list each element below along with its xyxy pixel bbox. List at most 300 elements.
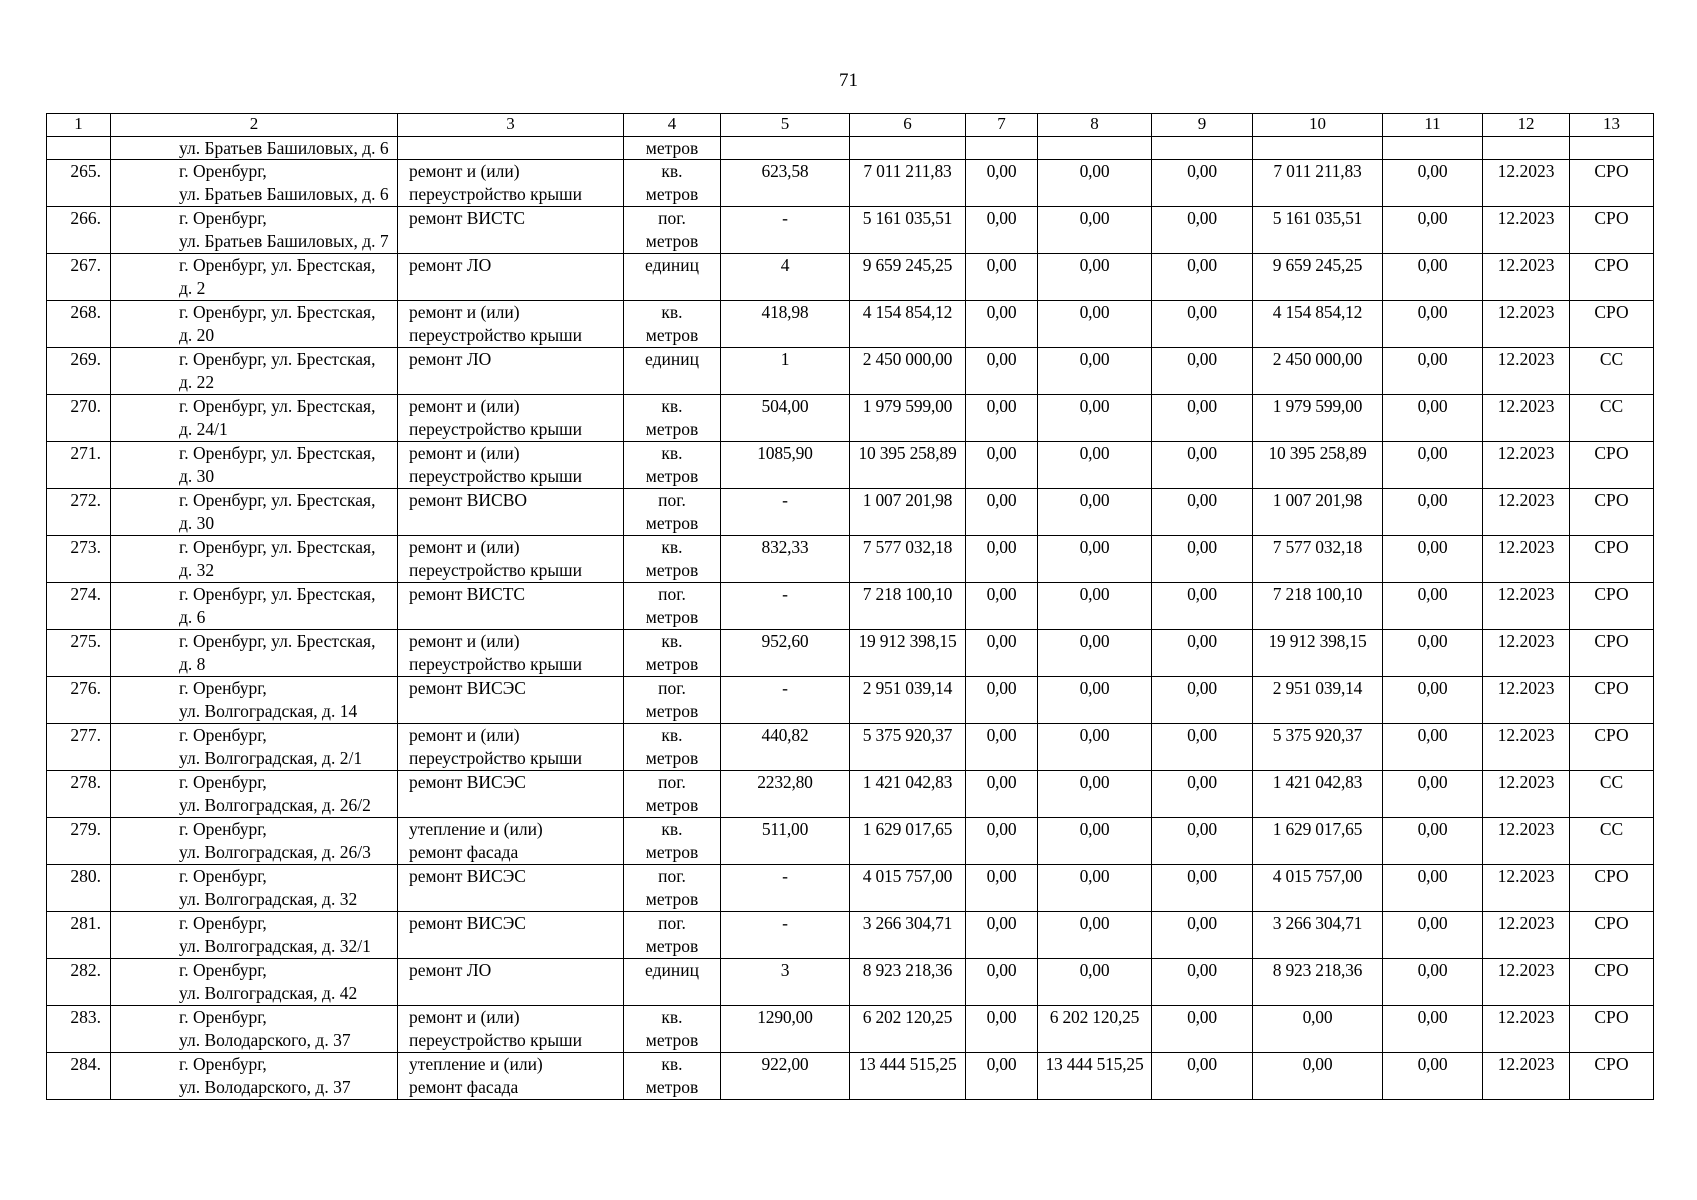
address-cell: г. Оренбург, ул. Брестская, д. 30 [111,489,398,536]
column-header-9: 9 [1152,114,1253,137]
regional-cost-cell: 0,00 [1152,583,1253,630]
quantity-cell: 922,00 [721,1053,850,1100]
owners-cost-cell: 2 951 039,14 [1253,677,1383,724]
method-cell: СРО [1570,301,1654,348]
table-row [47,160,1654,207]
completion-date-cell: 12.2023 [1483,489,1570,536]
quantity-cell: 1085,90 [721,442,850,489]
other-cost-cell: 0,00 [1383,724,1483,771]
regional-cost-cell: 0,00 [1152,348,1253,395]
row-number-cell: 274. [47,583,111,630]
owners-cost-cell: 2 450 000,00 [1253,348,1383,395]
owners-cost-cell: 5 375 920,37 [1253,724,1383,771]
total-cost-cell: 3 266 304,71 [850,912,966,959]
other-cost-cell: 0,00 [1383,818,1483,865]
quantity-cell: - [721,207,850,254]
completion-date-cell: 12.2023 [1483,395,1570,442]
quantity-cell: 3 [721,959,850,1006]
other-cost-cell: 0,00 [1383,489,1483,536]
regional-cost-cell: 0,00 [1152,630,1253,677]
quantity-cell: - [721,865,850,912]
column-header-4: 4 [624,114,721,137]
method-cell: СРО [1570,1053,1654,1100]
address-cell: г. Оренбург, ул. Братьев Башиловых, д. 6 [111,160,398,207]
quantity-cell: 4 [721,254,850,301]
owners-cost-cell: 4 154 854,12 [1253,301,1383,348]
quantity-cell: 952,60 [721,630,850,677]
work-type-cell: ремонт и (или) переустройство крыши [398,395,624,442]
column-header-1: 1 [47,114,111,137]
work-type-cell: ремонт и (или) переустройство крыши [398,160,624,207]
work-type-cell: ремонт и (или) переустройство крыши [398,724,624,771]
total-cost-cell: 9 659 245,25 [850,254,966,301]
budget-cost-cell [1038,137,1152,160]
unit-cell: метров [624,137,721,160]
owners-cost-cell: 3 266 304,71 [1253,912,1383,959]
regional-cost-cell: 0,00 [1152,395,1253,442]
budget-cost-cell: 0,00 [1038,348,1152,395]
registry-table [46,113,1654,1100]
completion-date-cell: 12.2023 [1483,160,1570,207]
budget-cost-cell: 0,00 [1038,724,1152,771]
completion-date-cell: 12.2023 [1483,1006,1570,1053]
address-cell: г. Оренбург, ул. Брестская, д. 32 [111,536,398,583]
table-row [47,818,1654,865]
other-cost-cell: 0,00 [1383,1053,1483,1100]
budget-cost-cell: 13 444 515,25 [1038,1053,1152,1100]
work-type-cell: ремонт и (или) переустройство крыши [398,301,624,348]
completion-date-cell: 12.2023 [1483,630,1570,677]
completion-date-cell: 12.2023 [1483,254,1570,301]
regional-cost-cell: 0,00 [1152,160,1253,207]
budget-cost-cell: 0,00 [1038,301,1152,348]
regional-cost-cell: 0,00 [1152,912,1253,959]
work-type-cell: ремонт ЛО [398,254,624,301]
owners-cost-cell: 4 015 757,00 [1253,865,1383,912]
address-cell: г. Оренбург, ул. Братьев Башиловых, д. 7 [111,207,398,254]
owners-cost-cell: 0,00 [1253,1006,1383,1053]
unit-cell: кв. метров [624,818,721,865]
quantity-cell: 2232,80 [721,771,850,818]
method-cell: СРО [1570,630,1654,677]
total-cost-cell: 7 218 100,10 [850,583,966,630]
other-cost-cell: 0,00 [1383,348,1483,395]
quantity-cell: - [721,677,850,724]
table-row [47,630,1654,677]
method-cell: СРО [1570,1006,1654,1053]
budget-cost-cell: 0,00 [1038,395,1152,442]
completion-date-cell: 12.2023 [1483,771,1570,818]
total-cost-cell: 5 375 920,37 [850,724,966,771]
budget-cost-cell: 0,00 [1038,489,1152,536]
completion-date-cell: 12.2023 [1483,865,1570,912]
row-number-cell: 276. [47,677,111,724]
unit-cell: пог. метров [624,865,721,912]
total-cost-cell: 10 395 258,89 [850,442,966,489]
total-cost-cell: 2 951 039,14 [850,677,966,724]
other-cost-cell [1383,137,1483,160]
row-number-cell: 277. [47,724,111,771]
table-row [47,912,1654,959]
completion-date-cell: 12.2023 [1483,912,1570,959]
budget-cost-cell: 0,00 [1038,818,1152,865]
fund-cost-cell: 0,00 [966,771,1038,818]
regional-cost-cell: 0,00 [1152,724,1253,771]
total-cost-cell: 6 202 120,25 [850,1006,966,1053]
regional-cost-cell: 0,00 [1152,818,1253,865]
row-number-cell: 269. [47,348,111,395]
address-cell: г. Оренбург, ул. Брестская, д. 22 [111,348,398,395]
total-cost-cell: 4 154 854,12 [850,301,966,348]
total-cost-cell: 5 161 035,51 [850,207,966,254]
owners-cost-cell: 5 161 035,51 [1253,207,1383,254]
regional-cost-cell: 0,00 [1152,771,1253,818]
fund-cost-cell: 0,00 [966,160,1038,207]
table-row [47,348,1654,395]
fund-cost-cell: 0,00 [966,912,1038,959]
unit-cell: единиц [624,254,721,301]
completion-date-cell: 12.2023 [1483,583,1570,630]
address-cell: г. Оренбург, ул. Брестская, д. 30 [111,442,398,489]
other-cost-cell: 0,00 [1383,395,1483,442]
completion-date-cell: 12.2023 [1483,959,1570,1006]
row-number-cell: 278. [47,771,111,818]
quantity-cell: - [721,489,850,536]
quantity-cell: 832,33 [721,536,850,583]
unit-cell: кв. метров [624,1006,721,1053]
address-cell: г. Оренбург, ул. Волгоградская, д. 26/3 [111,818,398,865]
address-cell: г. Оренбург, ул. Володарского, д. 37 [111,1053,398,1100]
table-row [47,959,1654,1006]
other-cost-cell: 0,00 [1383,301,1483,348]
method-cell: СРО [1570,254,1654,301]
fund-cost-cell: 0,00 [966,254,1038,301]
fund-cost-cell [966,137,1038,160]
address-cell: г. Оренбург, ул. Волгоградская, д. 32/1 [111,912,398,959]
table-row [47,395,1654,442]
owners-cost-cell: 7 218 100,10 [1253,583,1383,630]
total-cost-cell: 4 015 757,00 [850,865,966,912]
quantity-cell: 1 [721,348,850,395]
work-type-cell: утепление и (или) ремонт фасада [398,1053,624,1100]
total-cost-cell: 7 577 032,18 [850,536,966,583]
other-cost-cell: 0,00 [1383,1006,1483,1053]
method-cell: СРО [1570,442,1654,489]
row-number-cell: 266. [47,207,111,254]
page-number: 71 [839,70,858,91]
work-type-cell: ремонт и (или) переустройство крыши [398,536,624,583]
regional-cost-cell: 0,00 [1152,254,1253,301]
method-cell: СС [1570,395,1654,442]
fund-cost-cell: 0,00 [966,301,1038,348]
fund-cost-cell: 0,00 [966,583,1038,630]
row-number-cell: 275. [47,630,111,677]
address-cell: г. Оренбург, ул. Брестская, д. 24/1 [111,395,398,442]
work-type-cell: ремонт ЛО [398,959,624,1006]
fund-cost-cell: 0,00 [966,442,1038,489]
other-cost-cell: 0,00 [1383,442,1483,489]
unit-cell: пог. метров [624,912,721,959]
regional-cost-cell: 0,00 [1152,959,1253,1006]
unit-cell: кв. метров [624,301,721,348]
unit-cell: кв. метров [624,160,721,207]
table-row [47,677,1654,724]
column-header-10: 10 [1253,114,1383,137]
unit-cell: единиц [624,959,721,1006]
row-number-cell: 270. [47,395,111,442]
other-cost-cell: 0,00 [1383,207,1483,254]
unit-cell: кв. метров [624,536,721,583]
table-header [47,114,1654,137]
budget-cost-cell: 0,00 [1038,160,1152,207]
method-cell: СРО [1570,536,1654,583]
regional-cost-cell: 0,00 [1152,301,1253,348]
address-cell: г. Оренбург, ул. Брестская, д. 20 [111,301,398,348]
budget-cost-cell: 0,00 [1038,207,1152,254]
method-cell: СРО [1570,677,1654,724]
total-cost-cell: 2 450 000,00 [850,348,966,395]
unit-cell: пог. метров [624,771,721,818]
unit-cell: пог. метров [624,489,721,536]
regional-cost-cell: 0,00 [1152,1053,1253,1100]
work-type-cell: ремонт ВИСЭС [398,677,624,724]
work-type-cell: ремонт ВИСЭС [398,865,624,912]
column-header-5: 5 [721,114,850,137]
table-row [47,301,1654,348]
unit-cell: кв. метров [624,1053,721,1100]
column-header-6: 6 [850,114,966,137]
method-cell: СРО [1570,207,1654,254]
owners-cost-cell: 8 923 218,36 [1253,959,1383,1006]
method-cell: СС [1570,771,1654,818]
work-type-cell: ремонт ВИСВО [398,489,624,536]
work-type-cell: ремонт и (или) переустройство крыши [398,1006,624,1053]
method-cell [1570,137,1654,160]
quantity-cell: 440,82 [721,724,850,771]
completion-date-cell: 12.2023 [1483,536,1570,583]
table-row [47,724,1654,771]
owners-cost-cell: 7 011 211,83 [1253,160,1383,207]
table-row [47,207,1654,254]
total-cost-cell: 13 444 515,25 [850,1053,966,1100]
fund-cost-cell: 0,00 [966,536,1038,583]
work-type-cell: ремонт ВИСТС [398,583,624,630]
owners-cost-cell: 1 979 599,00 [1253,395,1383,442]
row-number-cell: 283. [47,1006,111,1053]
column-header-13: 13 [1570,114,1654,137]
regional-cost-cell: 0,00 [1152,677,1253,724]
budget-cost-cell: 0,00 [1038,771,1152,818]
other-cost-cell: 0,00 [1383,254,1483,301]
method-cell: СРО [1570,489,1654,536]
work-type-cell: ремонт ВИСТС [398,207,624,254]
address-cell: г. Оренбург, ул. Волгоградская, д. 32 [111,865,398,912]
regional-cost-cell: 0,00 [1152,865,1253,912]
method-cell: СС [1570,818,1654,865]
budget-cost-cell: 0,00 [1038,442,1152,489]
quantity-cell: 418,98 [721,301,850,348]
budget-cost-cell: 0,00 [1038,912,1152,959]
table-row [47,771,1654,818]
regional-cost-cell [1152,137,1253,160]
other-cost-cell: 0,00 [1383,865,1483,912]
row-number-cell: 267. [47,254,111,301]
completion-date-cell: 12.2023 [1483,677,1570,724]
table-row [47,442,1654,489]
budget-cost-cell: 0,00 [1038,865,1152,912]
column-header-8: 8 [1038,114,1152,137]
other-cost-cell: 0,00 [1383,677,1483,724]
row-number-cell: 284. [47,1053,111,1100]
work-type-cell: ремонт ЛО [398,348,624,395]
total-cost-cell: 8 923 218,36 [850,959,966,1006]
total-cost-cell: 1 979 599,00 [850,395,966,442]
row-number-cell: 272. [47,489,111,536]
unit-cell: пог. метров [624,207,721,254]
method-cell: СРО [1570,583,1654,630]
unit-cell: пог. метров [624,677,721,724]
table-row [47,865,1654,912]
work-type-cell: ремонт ВИСЭС [398,912,624,959]
table-row [47,1006,1654,1053]
row-number-cell: 279. [47,818,111,865]
fund-cost-cell: 0,00 [966,489,1038,536]
other-cost-cell: 0,00 [1383,583,1483,630]
budget-cost-cell: 0,00 [1038,959,1152,1006]
owners-cost-cell: 1 629 017,65 [1253,818,1383,865]
unit-cell: кв. метров [624,395,721,442]
total-cost-cell: 7 011 211,83 [850,160,966,207]
completion-date-cell [1483,137,1570,160]
method-cell: СРО [1570,912,1654,959]
address-cell: г. Оренбург, ул. Володарского, д. 37 [111,1006,398,1053]
table-row [47,536,1654,583]
address-cell: г. Оренбург, ул. Волгоградская, д. 26/2 [111,771,398,818]
other-cost-cell: 0,00 [1383,160,1483,207]
unit-cell: кв. метров [624,442,721,489]
regional-cost-cell: 0,00 [1152,207,1253,254]
method-cell: СС [1570,348,1654,395]
budget-cost-cell: 0,00 [1038,677,1152,724]
address-cell: г. Оренбург, ул. Волгоградская, д. 14 [111,677,398,724]
row-number-cell: 265. [47,160,111,207]
row-number-cell [47,137,111,160]
completion-date-cell: 12.2023 [1483,818,1570,865]
total-cost-cell: 1 629 017,65 [850,818,966,865]
fund-cost-cell: 0,00 [966,395,1038,442]
fund-cost-cell: 0,00 [966,865,1038,912]
fund-cost-cell: 0,00 [966,959,1038,1006]
total-cost-cell: 19 912 398,15 [850,630,966,677]
fund-cost-cell: 0,00 [966,818,1038,865]
completion-date-cell: 12.2023 [1483,1053,1570,1100]
address-cell: г. Оренбург, ул. Брестская, д. 8 [111,630,398,677]
address-cell: г. Оренбург, ул. Брестская, д. 6 [111,583,398,630]
work-type-cell: ремонт и (или) переустройство крыши [398,630,624,677]
owners-cost-cell [1253,137,1383,160]
column-header-12: 12 [1483,114,1570,137]
row-number-cell: 271. [47,442,111,489]
total-cost-cell: 1 007 201,98 [850,489,966,536]
method-cell: СРО [1570,865,1654,912]
budget-cost-cell: 0,00 [1038,536,1152,583]
quantity-cell: 623,58 [721,160,850,207]
unit-cell: кв. метров [624,724,721,771]
completion-date-cell: 12.2023 [1483,724,1570,771]
fund-cost-cell: 0,00 [966,1053,1038,1100]
quantity-cell: 1290,00 [721,1006,850,1053]
column-header-3: 3 [398,114,624,137]
fund-cost-cell: 0,00 [966,724,1038,771]
unit-cell: пог. метров [624,583,721,630]
owners-cost-cell: 10 395 258,89 [1253,442,1383,489]
budget-cost-cell: 6 202 120,25 [1038,1006,1152,1053]
other-cost-cell: 0,00 [1383,959,1483,1006]
owners-cost-cell: 0,00 [1253,1053,1383,1100]
budget-cost-cell: 0,00 [1038,630,1152,677]
owners-cost-cell: 19 912 398,15 [1253,630,1383,677]
owners-cost-cell: 1 421 042,83 [1253,771,1383,818]
completion-date-cell: 12.2023 [1483,348,1570,395]
regional-cost-cell: 0,00 [1152,536,1253,583]
row-number-cell: 273. [47,536,111,583]
total-cost-cell [850,137,966,160]
method-cell: СРО [1570,160,1654,207]
budget-cost-cell: 0,00 [1038,583,1152,630]
method-cell: СРО [1570,724,1654,771]
work-type-cell: ремонт ВИСЭС [398,771,624,818]
address-cell: г. Оренбург, ул. Брестская, д. 2 [111,254,398,301]
work-type-cell [398,137,624,160]
quantity-cell: 504,00 [721,395,850,442]
regional-cost-cell: 0,00 [1152,1006,1253,1053]
total-cost-cell: 1 421 042,83 [850,771,966,818]
table-body [47,137,1654,1100]
regional-cost-cell: 0,00 [1152,489,1253,536]
quantity-cell [721,137,850,160]
table-row [47,254,1654,301]
quantity-cell: 511,00 [721,818,850,865]
row-number-cell: 268. [47,301,111,348]
completion-date-cell: 12.2023 [1483,301,1570,348]
row-number-cell: 281. [47,912,111,959]
fund-cost-cell: 0,00 [966,207,1038,254]
other-cost-cell: 0,00 [1383,630,1483,677]
row-number-cell: 280. [47,865,111,912]
header-row [47,114,1654,137]
column-header-2: 2 [111,114,398,137]
completion-date-cell: 12.2023 [1483,207,1570,254]
budget-cost-cell: 0,00 [1038,254,1152,301]
work-type-cell: утепление и (или) ремонт фасада [398,818,624,865]
owners-cost-cell: 1 007 201,98 [1253,489,1383,536]
row-number-cell: 282. [47,959,111,1006]
method-cell: СРО [1570,959,1654,1006]
unit-cell: кв. метров [624,630,721,677]
table-row [47,1053,1654,1100]
table-row [47,583,1654,630]
fund-cost-cell: 0,00 [966,348,1038,395]
fund-cost-cell: 0,00 [966,630,1038,677]
unit-cell: единиц [624,348,721,395]
other-cost-cell: 0,00 [1383,536,1483,583]
address-cell: ул. Братьев Башиловых, д. 6 [111,137,398,160]
regional-cost-cell: 0,00 [1152,442,1253,489]
address-cell: г. Оренбург, ул. Волгоградская, д. 42 [111,959,398,1006]
quantity-cell: - [721,912,850,959]
fund-cost-cell: 0,00 [966,1006,1038,1053]
owners-cost-cell: 7 577 032,18 [1253,536,1383,583]
